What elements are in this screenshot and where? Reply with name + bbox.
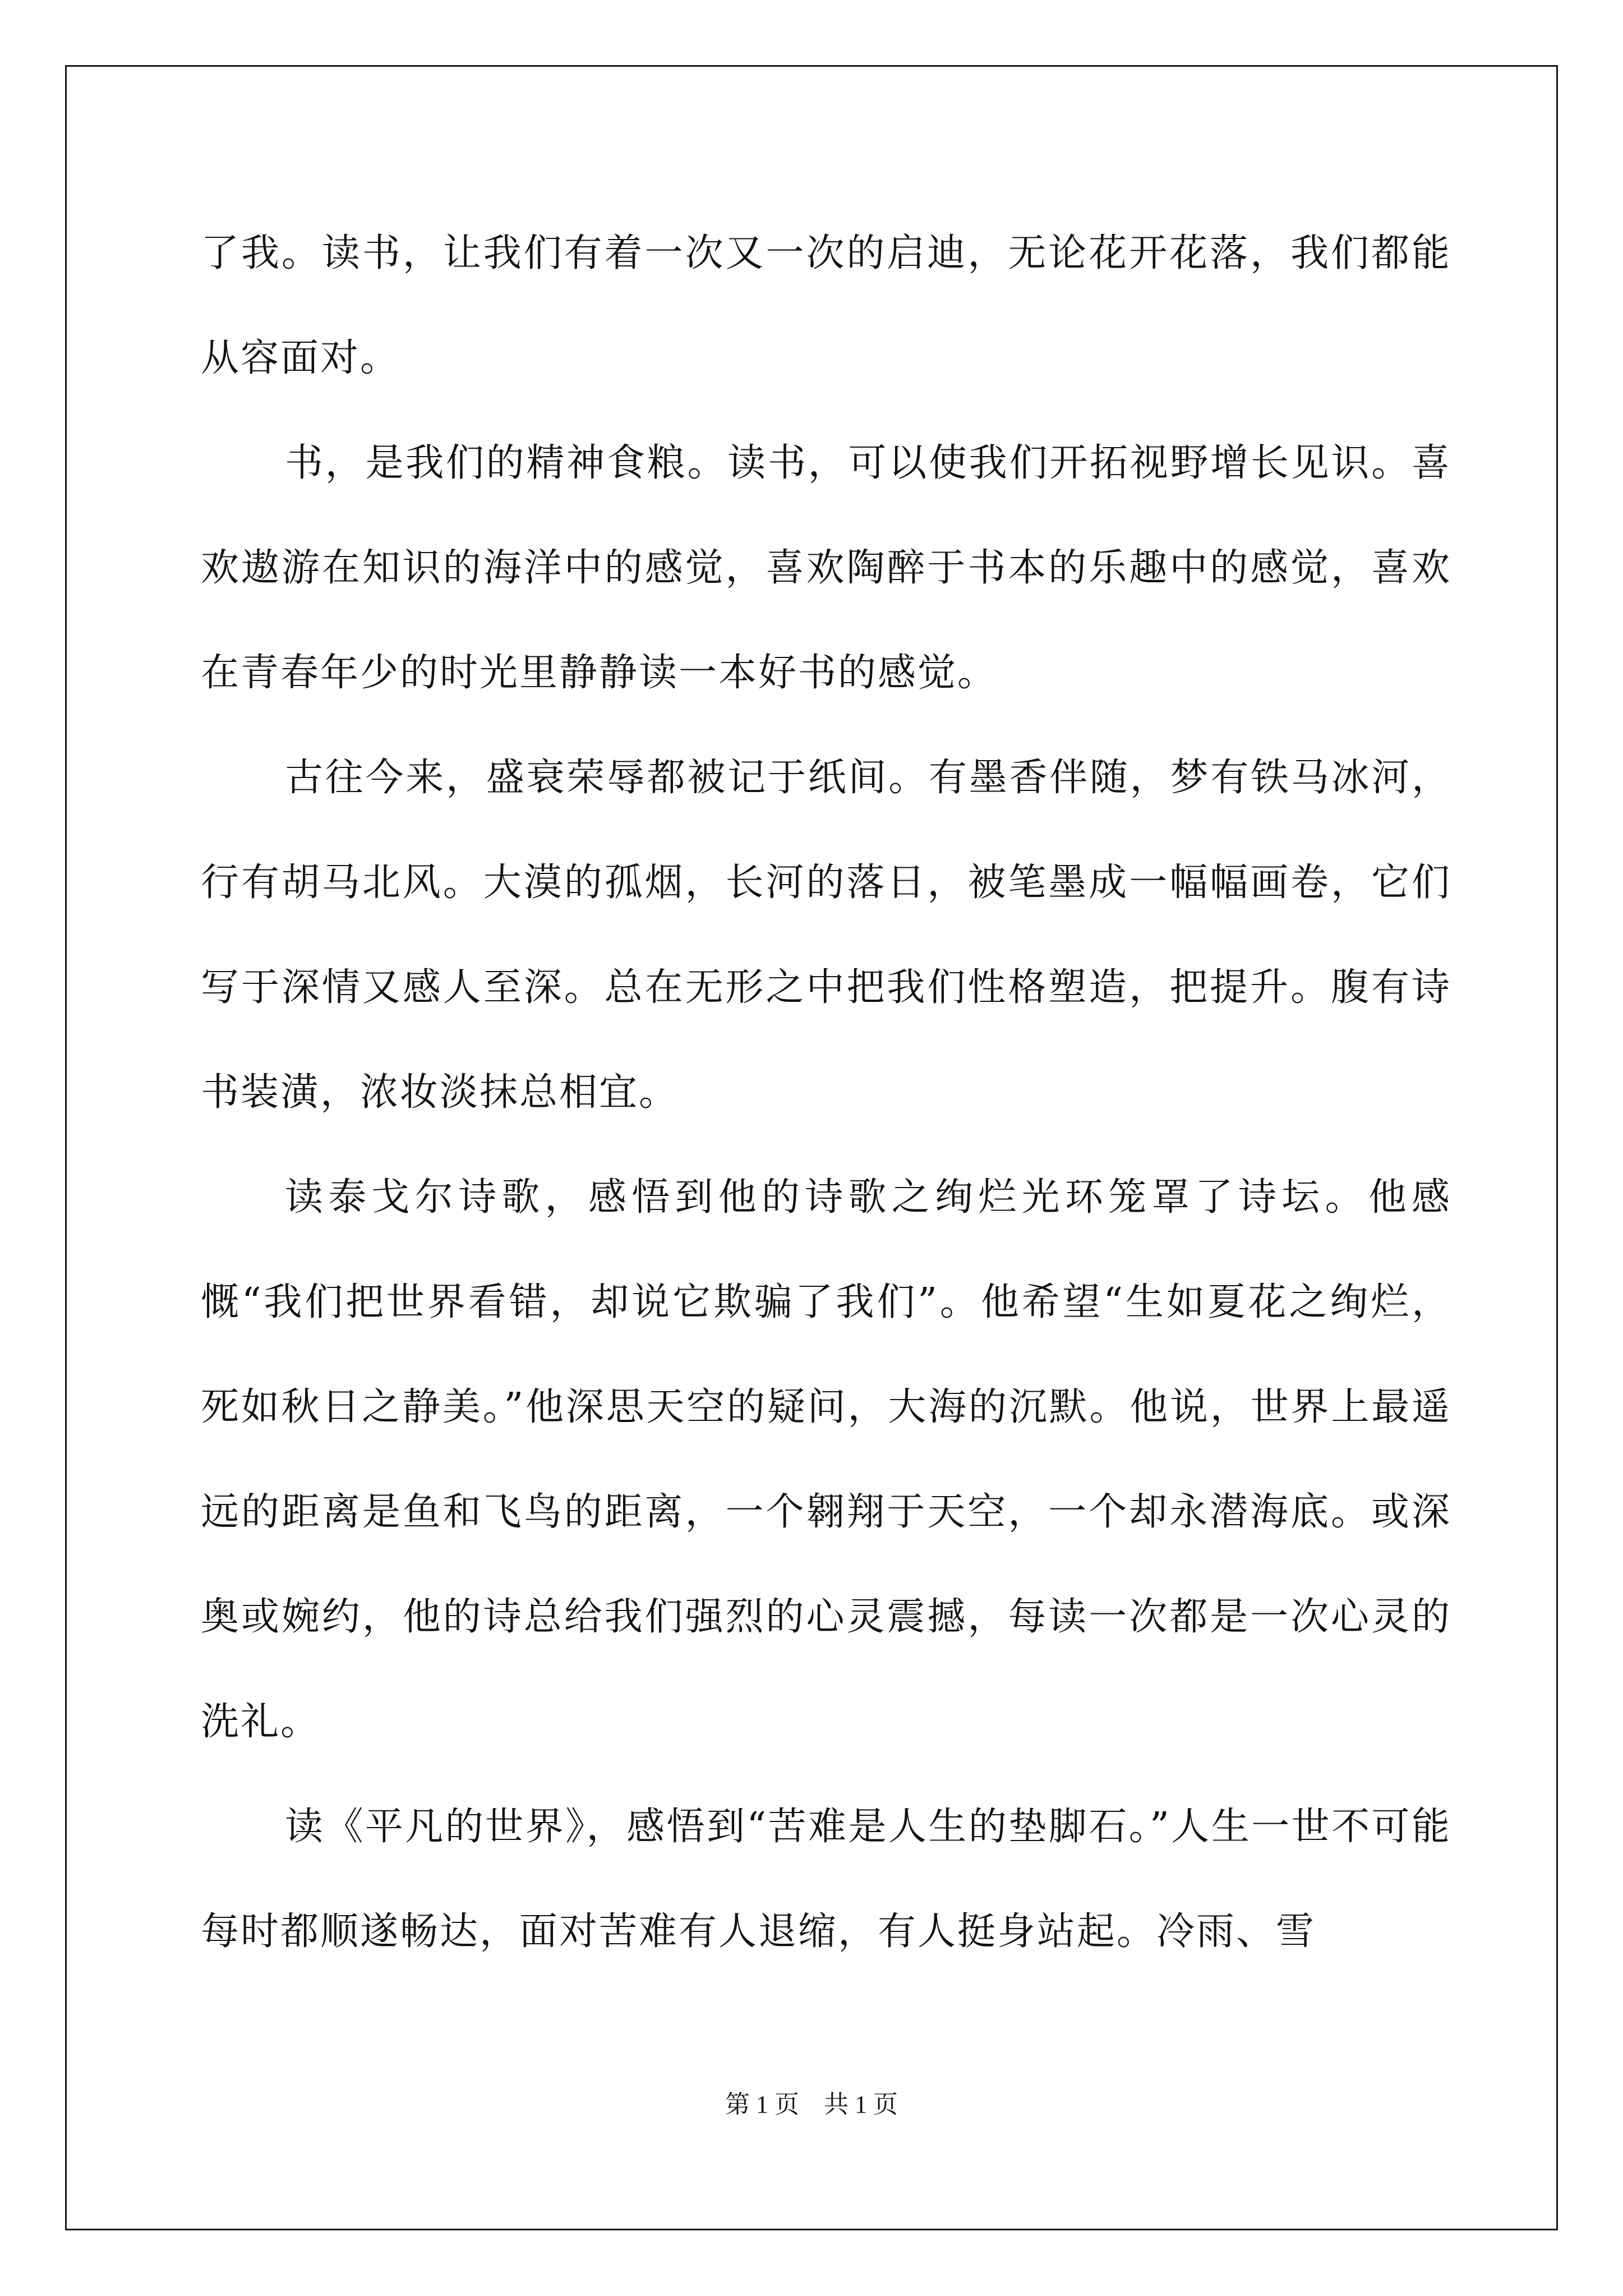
paragraph-2: 书，是我们的精神食粮。读书，可以使我们开拓视野增长见识。喜欢遨游在知识的海洋中的感觉，喜欢陶醉于书本的乐趣中的感觉，喜欢在青春年少的时光里静静读一本好书的感觉。 bbox=[201, 441, 1451, 695]
paragraph-4: 读泰戈尔诗歌，感悟到他的诗歌之绚烂光环笼罩了诗坛。他感慨“我们把世界看错，却说它欺骗了我们”。他希望“生如夏花之绚烂，死如秋日之静美。”他深思天空的疑问，大海的沉默。他说，世界上最遥远的距离是鱼和飞鸟的距离，一个翱翔于天空，一个却永潜海底。或深奥或婉约，他的诗总给我们强烈的心灵震撼，每读一次都是一次心灵的洗礼。 bbox=[201, 1175, 1451, 1744]
paragraph-1: 了我。读书，让我们有着一次又一次的启迪，无论花开花落，我们都能从容面对。 bbox=[201, 231, 1451, 380]
paragraph-3: 古往今来，盛衰荣辱都被记于纸间。有墨香伴随，梦有铁马冰河，行有胡马北风。大漠的孤烟，长河的落日，被笔墨成一幅幅画卷，它们写于深情又感人至深。总在无形之中把我们性格塑造，把提升。腹有诗书装潢，浓妆淡抹总相宜。 bbox=[201, 756, 1451, 1115]
page-footer bbox=[0, 2084, 1623, 2120]
document-body bbox=[201, 201, 1451, 1984]
page-number-label: 第 1 页 共 1 页 bbox=[725, 2091, 898, 2118]
paragraph-5: 读《平凡的世界》，感悟到“苦难是人生的垫脚石。”人生一世不可能每时都顺遂畅达，面对苦难有人退缩，有人挺身站起。冷雨、雪 bbox=[201, 1805, 1451, 1954]
